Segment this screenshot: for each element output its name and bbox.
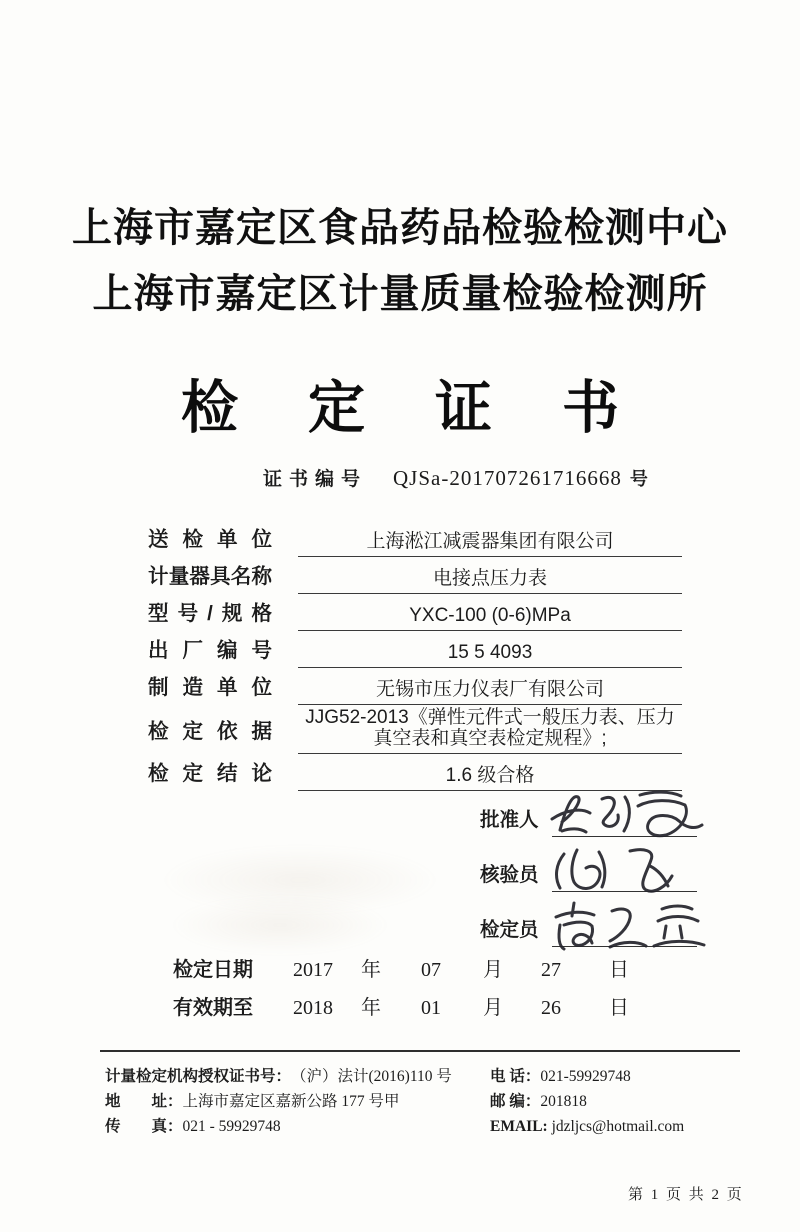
certificate-number-label: 证书编号 (263, 469, 368, 490)
certificate-number-value: QJSa-201707261716668 (393, 466, 622, 490)
manufacturer-label: 制造单位 (148, 676, 272, 699)
address-line (105, 1089, 485, 1114)
contact-left-column (105, 1064, 485, 1139)
month-unit: 月 (483, 997, 503, 1019)
verification-day: 27 (541, 959, 561, 981)
inspector-signature-line (552, 892, 697, 947)
instrument-name-value: 电接点压力表 (298, 568, 682, 594)
fax-label: 传 真： (105, 1118, 183, 1135)
fax-line (105, 1114, 485, 1139)
contact-right-column (490, 1064, 790, 1139)
verifier-row (480, 837, 697, 892)
fax-value: 021 - 59929748 (182, 1118, 281, 1135)
serial-number-value: 15 5 4093 (298, 642, 682, 668)
email-label: EMAIL: (490, 1118, 552, 1135)
day-unit: 日 (609, 997, 629, 1019)
inspector-handwritten-signature (544, 896, 714, 954)
manufacturer-value: 无锡市压力仪表厂有限公司 (298, 679, 682, 705)
valid-until-year: 2018 (293, 997, 333, 1019)
authorization-cert-value: （沪）法计(2016)110 号 (291, 1068, 452, 1085)
page-indicator: 第 1 页 共 2 页 (628, 1187, 744, 1203)
org-name-line-1: 上海市嘉定区食品药品检验检测中心 (72, 206, 728, 250)
signature-block (480, 782, 697, 947)
verification-basis-value: JJG52-2013《弹性元件式一般压力表、压力真空表和真空表检定规程》; (298, 707, 682, 754)
phone-label: 电 话： (490, 1068, 541, 1085)
form-row-model-spec (148, 594, 682, 631)
authorization-cert-line (105, 1064, 485, 1089)
form-row-client (148, 520, 682, 557)
verification-year: 2017 (293, 959, 333, 981)
client-label: 送检单位 (148, 528, 272, 551)
certificate-number-row (263, 464, 648, 491)
valid-until-month: 01 (421, 997, 441, 1019)
serial-number-label: 出厂编号 (148, 639, 272, 662)
year-unit: 年 (361, 959, 381, 981)
certificate-form (148, 520, 682, 791)
email-value: jdzljcs@hotmail.com (551, 1118, 685, 1135)
verification-date-label: 检定日期 (173, 959, 253, 981)
client-value: 上海淞江减震器集团有限公司 (298, 531, 682, 557)
form-row-instrument-name (148, 557, 682, 594)
form-row-serial-number (148, 631, 682, 668)
verification-conclusion-value: 1.6 级合格 (298, 765, 682, 791)
form-row-manufacturer (148, 668, 682, 705)
verifier-handwritten-signature (544, 841, 714, 899)
form-row-verification-basis (148, 705, 682, 754)
month-unit: 月 (483, 959, 503, 981)
phone-line (490, 1064, 790, 1089)
verification-date-row (173, 953, 629, 991)
postcode-label: 邮 编： (490, 1093, 541, 1110)
inspector-label: 检定员 (480, 919, 539, 941)
approver-handwritten-signature (544, 786, 714, 844)
footer-divider (100, 1050, 740, 1052)
address-value: 上海市嘉定区嘉新公路 177 号甲 (182, 1093, 400, 1110)
valid-until-row (173, 991, 629, 1029)
postcode-line (490, 1089, 790, 1114)
year-unit: 年 (361, 997, 381, 1019)
verifier-label: 核验员 (480, 864, 539, 886)
certificate-number-suffix: 号 (629, 469, 648, 489)
valid-until-day: 26 (541, 997, 561, 1019)
model-spec-value: YXC-100 (0-6)MPa (298, 605, 682, 631)
approver-row (480, 782, 697, 837)
postcode-value: 201818 (540, 1093, 587, 1110)
valid-until-label: 有效期至 (173, 997, 253, 1019)
inspector-row (480, 892, 697, 947)
org-name-line-2: 上海市嘉定区计量质量检验检测所 (92, 272, 708, 316)
day-unit: 日 (609, 959, 629, 981)
email-line (490, 1114, 790, 1139)
model-spec-label: 型号/规格 (148, 602, 272, 625)
phone-value: 021-59929748 (540, 1068, 631, 1085)
scan-smudge (160, 845, 440, 915)
verification-basis-label: 检定依据 (148, 719, 272, 743)
date-block (173, 953, 629, 1029)
scan-smudge (170, 895, 390, 955)
document-title: 检定证书 (181, 376, 689, 440)
authorization-cert-label: 计量检定机构授权证书号： (105, 1068, 292, 1085)
approver-signature-line (552, 782, 697, 837)
approver-label: 批准人 (480, 809, 539, 831)
verifier-signature-line (552, 837, 697, 892)
instrument-name-label: 计量器具名称 (148, 565, 272, 588)
address-label: 地 址： (105, 1093, 183, 1110)
verification-conclusion-label: 检定结论 (148, 762, 272, 785)
verification-month: 07 (421, 959, 441, 981)
